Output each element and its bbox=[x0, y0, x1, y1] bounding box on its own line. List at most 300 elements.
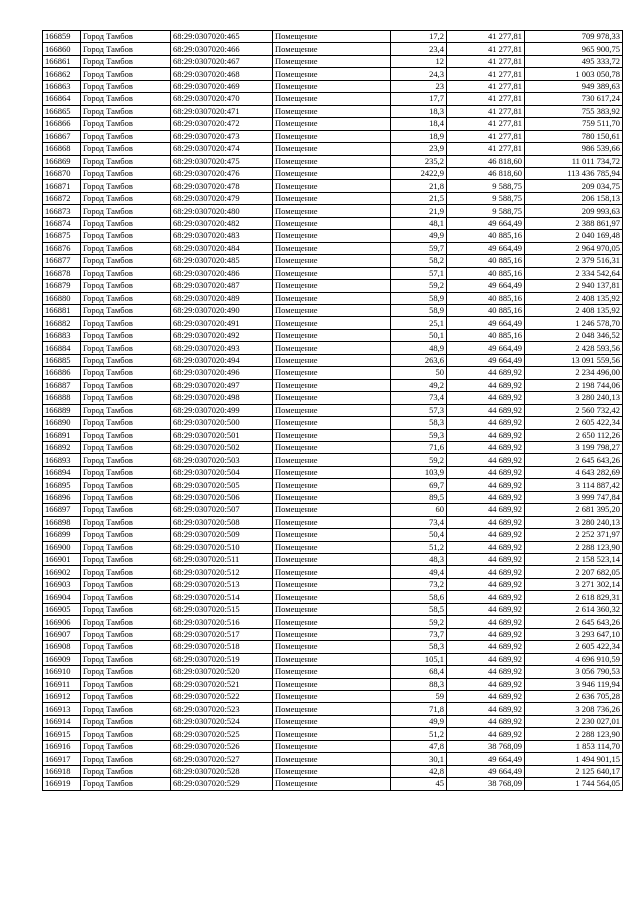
row-number-cell: 166864 bbox=[43, 93, 81, 105]
cadastral-value-cell: 2 614 360,32 bbox=[525, 603, 623, 615]
cadastral-value-cell: 4 643 282,69 bbox=[525, 466, 623, 478]
locality-cell: Город Тамбов bbox=[81, 93, 171, 105]
locality-cell: Город Тамбов bbox=[81, 728, 171, 740]
area-cell: 18,4 bbox=[391, 118, 447, 130]
table-row bbox=[43, 267, 623, 279]
locality-cell: Город Тамбов bbox=[81, 678, 171, 690]
cadastral-number-cell: 68:29:0307020:494 bbox=[171, 354, 273, 366]
row-number-cell: 166867 bbox=[43, 130, 81, 142]
table-row bbox=[43, 68, 623, 80]
table-row bbox=[43, 43, 623, 55]
table-row bbox=[43, 167, 623, 179]
locality-cell: Город Тамбов bbox=[81, 778, 171, 790]
table-row bbox=[43, 329, 623, 341]
row-number-cell: 166860 bbox=[43, 43, 81, 55]
locality-cell: Город Тамбов bbox=[81, 379, 171, 391]
locality-cell: Город Тамбов bbox=[81, 591, 171, 603]
object-type-cell: Помещение bbox=[273, 441, 391, 453]
cadastral-value-cell: 755 383,92 bbox=[525, 105, 623, 117]
table-row bbox=[43, 304, 623, 316]
cadastral-number-cell: 68:29:0307020:473 bbox=[171, 130, 273, 142]
area-cell: 73,7 bbox=[391, 628, 447, 640]
row-number-cell: 166886 bbox=[43, 367, 81, 379]
row-number-cell: 166913 bbox=[43, 703, 81, 715]
row-number-cell: 166874 bbox=[43, 217, 81, 229]
table-row bbox=[43, 417, 623, 429]
locality-cell: Город Тамбов bbox=[81, 466, 171, 478]
object-type-cell: Помещение bbox=[273, 454, 391, 466]
cadastral-value-cell: 2 252 371,97 bbox=[525, 529, 623, 541]
table-row bbox=[43, 653, 623, 665]
object-type-cell: Помещение bbox=[273, 653, 391, 665]
property-table-body bbox=[43, 31, 623, 791]
area-cell: 21,5 bbox=[391, 192, 447, 204]
area-cell: 42,8 bbox=[391, 765, 447, 777]
cadastral-value-cell: 113 436 785,94 bbox=[525, 167, 623, 179]
cadastral-value-cell: 2 560 732,42 bbox=[525, 404, 623, 416]
table-row bbox=[43, 529, 623, 541]
cadastral-value-cell: 2 428 593,56 bbox=[525, 342, 623, 354]
locality-cell: Город Тамбов bbox=[81, 292, 171, 304]
specific-value-cell: 40 885,16 bbox=[447, 255, 525, 267]
specific-value-cell: 44 689,92 bbox=[447, 691, 525, 703]
row-number-cell: 166899 bbox=[43, 529, 81, 541]
table-row bbox=[43, 280, 623, 292]
specific-value-cell: 49 664,49 bbox=[447, 317, 525, 329]
locality-cell: Город Тамбов bbox=[81, 417, 171, 429]
cadastral-value-cell: 4 696 910,59 bbox=[525, 653, 623, 665]
area-cell: 103,9 bbox=[391, 466, 447, 478]
cadastral-number-cell: 68:29:0307020:501 bbox=[171, 429, 273, 441]
cadastral-number-cell: 68:29:0307020:523 bbox=[171, 703, 273, 715]
locality-cell: Город Тамбов bbox=[81, 541, 171, 553]
object-type-cell: Помещение bbox=[273, 728, 391, 740]
table-row bbox=[43, 479, 623, 491]
locality-cell: Город Тамбов bbox=[81, 230, 171, 242]
table-row bbox=[43, 491, 623, 503]
cadastral-value-cell: 11 011 734,72 bbox=[525, 155, 623, 167]
object-type-cell: Помещение bbox=[273, 404, 391, 416]
table-row bbox=[43, 466, 623, 478]
cadastral-number-cell: 68:29:0307020:483 bbox=[171, 230, 273, 242]
object-type-cell: Помещение bbox=[273, 715, 391, 727]
row-number-cell: 166882 bbox=[43, 317, 81, 329]
locality-cell: Город Тамбов bbox=[81, 55, 171, 67]
object-type-cell: Помещение bbox=[273, 616, 391, 628]
object-type-cell: Помещение bbox=[273, 392, 391, 404]
object-type-cell: Помещение bbox=[273, 417, 391, 429]
row-number-cell: 166885 bbox=[43, 354, 81, 366]
cadastral-value-cell: 209 993,63 bbox=[525, 205, 623, 217]
cadastral-number-cell: 68:29:0307020:517 bbox=[171, 628, 273, 640]
specific-value-cell: 44 689,92 bbox=[447, 641, 525, 653]
specific-value-cell: 41 277,81 bbox=[447, 80, 525, 92]
specific-value-cell: 44 689,92 bbox=[447, 417, 525, 429]
table-row bbox=[43, 342, 623, 354]
table-row bbox=[43, 205, 623, 217]
table-row bbox=[43, 292, 623, 304]
object-type-cell: Помещение bbox=[273, 242, 391, 254]
locality-cell: Город Тамбов bbox=[81, 329, 171, 341]
cadastral-value-cell: 949 389,63 bbox=[525, 80, 623, 92]
row-number-cell: 166877 bbox=[43, 255, 81, 267]
area-cell: 58,9 bbox=[391, 292, 447, 304]
locality-cell: Город Тамбов bbox=[81, 529, 171, 541]
specific-value-cell: 44 689,92 bbox=[447, 429, 525, 441]
cadastral-number-cell: 68:29:0307020:519 bbox=[171, 653, 273, 665]
cadastral-value-cell: 2 379 516,31 bbox=[525, 255, 623, 267]
table-row bbox=[43, 80, 623, 92]
object-type-cell: Помещение bbox=[273, 765, 391, 777]
specific-value-cell: 44 689,92 bbox=[447, 541, 525, 553]
table-row bbox=[43, 230, 623, 242]
table-row bbox=[43, 504, 623, 516]
row-number-cell: 166861 bbox=[43, 55, 81, 67]
table-row bbox=[43, 31, 623, 43]
table-row bbox=[43, 192, 623, 204]
cadastral-number-cell: 68:29:0307020:487 bbox=[171, 280, 273, 292]
area-cell: 50,4 bbox=[391, 529, 447, 541]
object-type-cell: Помещение bbox=[273, 354, 391, 366]
specific-value-cell: 44 689,92 bbox=[447, 529, 525, 541]
object-type-cell: Помещение bbox=[273, 466, 391, 478]
cadastral-value-cell: 2 681 395,20 bbox=[525, 504, 623, 516]
cadastral-number-cell: 68:29:0307020:526 bbox=[171, 740, 273, 752]
specific-value-cell: 44 689,92 bbox=[447, 628, 525, 640]
cadastral-value-cell: 3 293 647,10 bbox=[525, 628, 623, 640]
table-row bbox=[43, 105, 623, 117]
area-cell: 59 bbox=[391, 691, 447, 703]
table-row bbox=[43, 516, 623, 528]
specific-value-cell: 41 277,81 bbox=[447, 55, 525, 67]
specific-value-cell: 49 664,49 bbox=[447, 765, 525, 777]
table-row bbox=[43, 566, 623, 578]
area-cell: 48,1 bbox=[391, 217, 447, 229]
area-cell: 58,5 bbox=[391, 603, 447, 615]
specific-value-cell: 40 885,16 bbox=[447, 267, 525, 279]
specific-value-cell: 44 689,92 bbox=[447, 379, 525, 391]
row-number-cell: 166915 bbox=[43, 728, 81, 740]
table-row bbox=[43, 728, 623, 740]
table-row bbox=[43, 354, 623, 366]
cadastral-number-cell: 68:29:0307020:521 bbox=[171, 678, 273, 690]
table-row bbox=[43, 765, 623, 777]
cadastral-value-cell: 759 511,70 bbox=[525, 118, 623, 130]
cadastral-number-cell: 68:29:0307020:471 bbox=[171, 105, 273, 117]
locality-cell: Город Тамбов bbox=[81, 130, 171, 142]
locality-cell: Город Тамбов bbox=[81, 280, 171, 292]
locality-cell: Город Тамбов bbox=[81, 715, 171, 727]
cadastral-value-cell: 2 207 682,05 bbox=[525, 566, 623, 578]
cadastral-value-cell: 2 408 135,92 bbox=[525, 304, 623, 316]
object-type-cell: Помещение bbox=[273, 678, 391, 690]
specific-value-cell: 9 588,75 bbox=[447, 205, 525, 217]
cadastral-number-cell: 68:29:0307020:497 bbox=[171, 379, 273, 391]
cadastral-number-cell: 68:29:0307020:480 bbox=[171, 205, 273, 217]
table-row bbox=[43, 130, 623, 142]
table-row bbox=[43, 255, 623, 267]
cadastral-value-cell: 3 999 747,84 bbox=[525, 491, 623, 503]
area-cell: 23,9 bbox=[391, 143, 447, 155]
row-number-cell: 166876 bbox=[43, 242, 81, 254]
specific-value-cell: 44 689,92 bbox=[447, 728, 525, 740]
object-type-cell: Помещение bbox=[273, 292, 391, 304]
cadastral-number-cell: 68:29:0307020:492 bbox=[171, 329, 273, 341]
document-page bbox=[42, 30, 622, 791]
row-number-cell: 166878 bbox=[43, 267, 81, 279]
cadastral-number-cell: 68:29:0307020:466 bbox=[171, 43, 273, 55]
specific-value-cell: 44 689,92 bbox=[447, 566, 525, 578]
area-cell: 69,7 bbox=[391, 479, 447, 491]
area-cell: 12 bbox=[391, 55, 447, 67]
specific-value-cell: 41 277,81 bbox=[447, 118, 525, 130]
cadastral-number-cell: 68:29:0307020:522 bbox=[171, 691, 273, 703]
row-number-cell: 166859 bbox=[43, 31, 81, 43]
area-cell: 21,9 bbox=[391, 205, 447, 217]
cadastral-number-cell: 68:29:0307020:475 bbox=[171, 155, 273, 167]
object-type-cell: Помещение bbox=[273, 591, 391, 603]
row-number-cell: 166887 bbox=[43, 379, 81, 391]
locality-cell: Город Тамбов bbox=[81, 367, 171, 379]
cadastral-number-cell: 68:29:0307020:505 bbox=[171, 479, 273, 491]
cadastral-number-cell: 68:29:0307020:468 bbox=[171, 68, 273, 80]
table-row bbox=[43, 703, 623, 715]
area-cell: 18,3 bbox=[391, 105, 447, 117]
area-cell: 49,4 bbox=[391, 566, 447, 578]
cadastral-value-cell: 2 650 112,26 bbox=[525, 429, 623, 441]
table-row bbox=[43, 591, 623, 603]
table-row bbox=[43, 628, 623, 640]
row-number-cell: 166891 bbox=[43, 429, 81, 441]
locality-cell: Город Тамбов bbox=[81, 242, 171, 254]
cadastral-value-cell: 2 125 640,17 bbox=[525, 765, 623, 777]
table-row bbox=[43, 379, 623, 391]
locality-cell: Город Тамбов bbox=[81, 703, 171, 715]
cadastral-number-cell: 68:29:0307020:500 bbox=[171, 417, 273, 429]
specific-value-cell: 44 689,92 bbox=[447, 454, 525, 466]
table-row bbox=[43, 93, 623, 105]
locality-cell: Город Тамбов bbox=[81, 205, 171, 217]
specific-value-cell: 44 689,92 bbox=[447, 603, 525, 615]
row-number-cell: 166896 bbox=[43, 491, 81, 503]
table-row bbox=[43, 180, 623, 192]
cadastral-value-cell: 3 199 798,27 bbox=[525, 441, 623, 453]
object-type-cell: Помещение bbox=[273, 342, 391, 354]
cadastral-value-cell: 2 334 542,64 bbox=[525, 267, 623, 279]
cadastral-number-cell: 68:29:0307020:512 bbox=[171, 566, 273, 578]
object-type-cell: Помещение bbox=[273, 666, 391, 678]
area-cell: 50,1 bbox=[391, 329, 447, 341]
row-number-cell: 166904 bbox=[43, 591, 81, 603]
area-cell: 60 bbox=[391, 504, 447, 516]
table-row bbox=[43, 578, 623, 590]
cadastral-number-cell: 68:29:0307020:504 bbox=[171, 466, 273, 478]
object-type-cell: Помещение bbox=[273, 217, 391, 229]
specific-value-cell: 44 689,92 bbox=[447, 616, 525, 628]
row-number-cell: 166868 bbox=[43, 143, 81, 155]
specific-value-cell: 44 689,92 bbox=[447, 554, 525, 566]
object-type-cell: Помещение bbox=[273, 43, 391, 55]
row-number-cell: 166911 bbox=[43, 678, 81, 690]
area-cell: 89,5 bbox=[391, 491, 447, 503]
object-type-cell: Помещение bbox=[273, 429, 391, 441]
locality-cell: Город Тамбов bbox=[81, 354, 171, 366]
locality-cell: Город Тамбов bbox=[81, 429, 171, 441]
specific-value-cell: 40 885,16 bbox=[447, 292, 525, 304]
object-type-cell: Помещение bbox=[273, 167, 391, 179]
area-cell: 21,8 bbox=[391, 180, 447, 192]
area-cell: 73,4 bbox=[391, 392, 447, 404]
cadastral-value-cell: 2 288 123,90 bbox=[525, 541, 623, 553]
object-type-cell: Помещение bbox=[273, 479, 391, 491]
specific-value-cell: 44 689,92 bbox=[447, 392, 525, 404]
object-type-cell: Помещение bbox=[273, 31, 391, 43]
row-number-cell: 166881 bbox=[43, 304, 81, 316]
area-cell: 59,2 bbox=[391, 454, 447, 466]
property-table bbox=[42, 30, 623, 791]
locality-cell: Город Тамбов bbox=[81, 628, 171, 640]
object-type-cell: Помещение bbox=[273, 740, 391, 752]
specific-value-cell: 44 689,92 bbox=[447, 578, 525, 590]
cadastral-value-cell: 2 618 829,31 bbox=[525, 591, 623, 603]
area-cell: 59,3 bbox=[391, 429, 447, 441]
object-type-cell: Помещение bbox=[273, 155, 391, 167]
cadastral-number-cell: 68:29:0307020:479 bbox=[171, 192, 273, 204]
row-number-cell: 166918 bbox=[43, 765, 81, 777]
area-cell: 49,9 bbox=[391, 230, 447, 242]
area-cell: 263,6 bbox=[391, 354, 447, 366]
row-number-cell: 166880 bbox=[43, 292, 81, 304]
row-number-cell: 166916 bbox=[43, 740, 81, 752]
row-number-cell: 166903 bbox=[43, 578, 81, 590]
locality-cell: Город Тамбов bbox=[81, 342, 171, 354]
object-type-cell: Помещение bbox=[273, 180, 391, 192]
locality-cell: Город Тамбов bbox=[81, 43, 171, 55]
locality-cell: Город Тамбов bbox=[81, 217, 171, 229]
table-row bbox=[43, 454, 623, 466]
specific-value-cell: 9 588,75 bbox=[447, 180, 525, 192]
cadastral-value-cell: 3 056 790,53 bbox=[525, 666, 623, 678]
row-number-cell: 166908 bbox=[43, 641, 81, 653]
cadastral-number-cell: 68:29:0307020:525 bbox=[171, 728, 273, 740]
locality-cell: Город Тамбов bbox=[81, 180, 171, 192]
table-row bbox=[43, 616, 623, 628]
specific-value-cell: 44 689,92 bbox=[447, 466, 525, 478]
specific-value-cell: 9 588,75 bbox=[447, 192, 525, 204]
area-cell: 57,3 bbox=[391, 404, 447, 416]
row-number-cell: 166890 bbox=[43, 417, 81, 429]
cadastral-number-cell: 68:29:0307020:472 bbox=[171, 118, 273, 130]
area-cell: 73,4 bbox=[391, 516, 447, 528]
row-number-cell: 166909 bbox=[43, 653, 81, 665]
specific-value-cell: 49 664,49 bbox=[447, 342, 525, 354]
object-type-cell: Помещение bbox=[273, 491, 391, 503]
object-type-cell: Помещение bbox=[273, 329, 391, 341]
row-number-cell: 166912 bbox=[43, 691, 81, 703]
cadastral-value-cell: 2 605 422,34 bbox=[525, 417, 623, 429]
table-row bbox=[43, 740, 623, 752]
cadastral-value-cell: 3 280 240,13 bbox=[525, 392, 623, 404]
table-row bbox=[43, 55, 623, 67]
row-number-cell: 166866 bbox=[43, 118, 81, 130]
row-number-cell: 166902 bbox=[43, 566, 81, 578]
specific-value-cell: 40 885,16 bbox=[447, 230, 525, 242]
object-type-cell: Помещение bbox=[273, 93, 391, 105]
row-number-cell: 166894 bbox=[43, 466, 81, 478]
cadastral-number-cell: 68:29:0307020:489 bbox=[171, 292, 273, 304]
table-row bbox=[43, 242, 623, 254]
cadastral-value-cell: 3 208 736,26 bbox=[525, 703, 623, 715]
cadastral-value-cell: 1 003 050,78 bbox=[525, 68, 623, 80]
cadastral-value-cell: 2 388 861,97 bbox=[525, 217, 623, 229]
cadastral-number-cell: 68:29:0307020:486 bbox=[171, 267, 273, 279]
area-cell: 47,8 bbox=[391, 740, 447, 752]
cadastral-number-cell: 68:29:0307020:469 bbox=[171, 80, 273, 92]
area-cell: 58,9 bbox=[391, 304, 447, 316]
cadastral-number-cell: 68:29:0307020:465 bbox=[171, 31, 273, 43]
object-type-cell: Помещение bbox=[273, 230, 391, 242]
cadastral-number-cell: 68:29:0307020:510 bbox=[171, 541, 273, 553]
object-type-cell: Помещение bbox=[273, 105, 391, 117]
area-cell: 58,6 bbox=[391, 591, 447, 603]
row-number-cell: 166901 bbox=[43, 554, 81, 566]
cadastral-number-cell: 68:29:0307020:513 bbox=[171, 578, 273, 590]
cadastral-value-cell: 495 333,72 bbox=[525, 55, 623, 67]
area-cell: 18,9 bbox=[391, 130, 447, 142]
row-number-cell: 166893 bbox=[43, 454, 81, 466]
area-cell: 59,2 bbox=[391, 280, 447, 292]
row-number-cell: 166917 bbox=[43, 753, 81, 765]
cadastral-value-cell: 2 645 643,26 bbox=[525, 454, 623, 466]
area-cell: 59,7 bbox=[391, 242, 447, 254]
area-cell: 48,9 bbox=[391, 342, 447, 354]
row-number-cell: 166907 bbox=[43, 628, 81, 640]
cadastral-value-cell: 2 940 137,81 bbox=[525, 280, 623, 292]
cadastral-value-cell: 2 605 422,34 bbox=[525, 641, 623, 653]
area-cell: 24,3 bbox=[391, 68, 447, 80]
cadastral-number-cell: 68:29:0307020:482 bbox=[171, 217, 273, 229]
specific-value-cell: 44 689,92 bbox=[447, 404, 525, 416]
area-cell: 235,2 bbox=[391, 155, 447, 167]
cadastral-number-cell: 68:29:0307020:511 bbox=[171, 554, 273, 566]
locality-cell: Город Тамбов bbox=[81, 317, 171, 329]
cadastral-number-cell: 68:29:0307020:498 bbox=[171, 392, 273, 404]
cadastral-number-cell: 68:29:0307020:470 bbox=[171, 93, 273, 105]
cadastral-value-cell: 2 408 135,92 bbox=[525, 292, 623, 304]
row-number-cell: 166869 bbox=[43, 155, 81, 167]
object-type-cell: Помещение bbox=[273, 529, 391, 541]
object-type-cell: Помещение bbox=[273, 280, 391, 292]
specific-value-cell: 38 768,09 bbox=[447, 740, 525, 752]
row-number-cell: 166875 bbox=[43, 230, 81, 242]
cadastral-value-cell: 2 964 970,05 bbox=[525, 242, 623, 254]
locality-cell: Город Тамбов bbox=[81, 504, 171, 516]
cadastral-value-cell: 2 198 744,06 bbox=[525, 379, 623, 391]
specific-value-cell: 44 689,92 bbox=[447, 591, 525, 603]
locality-cell: Город Тамбов bbox=[81, 641, 171, 653]
object-type-cell: Помещение bbox=[273, 80, 391, 92]
specific-value-cell: 41 277,81 bbox=[447, 31, 525, 43]
locality-cell: Город Тамбов bbox=[81, 566, 171, 578]
cadastral-value-cell: 965 900,75 bbox=[525, 43, 623, 55]
object-type-cell: Помещение bbox=[273, 541, 391, 553]
row-number-cell: 166889 bbox=[43, 404, 81, 416]
specific-value-cell: 49 664,49 bbox=[447, 280, 525, 292]
object-type-cell: Помещение bbox=[273, 267, 391, 279]
locality-cell: Город Тамбов bbox=[81, 255, 171, 267]
row-number-cell: 166905 bbox=[43, 603, 81, 615]
specific-value-cell: 44 689,92 bbox=[447, 703, 525, 715]
